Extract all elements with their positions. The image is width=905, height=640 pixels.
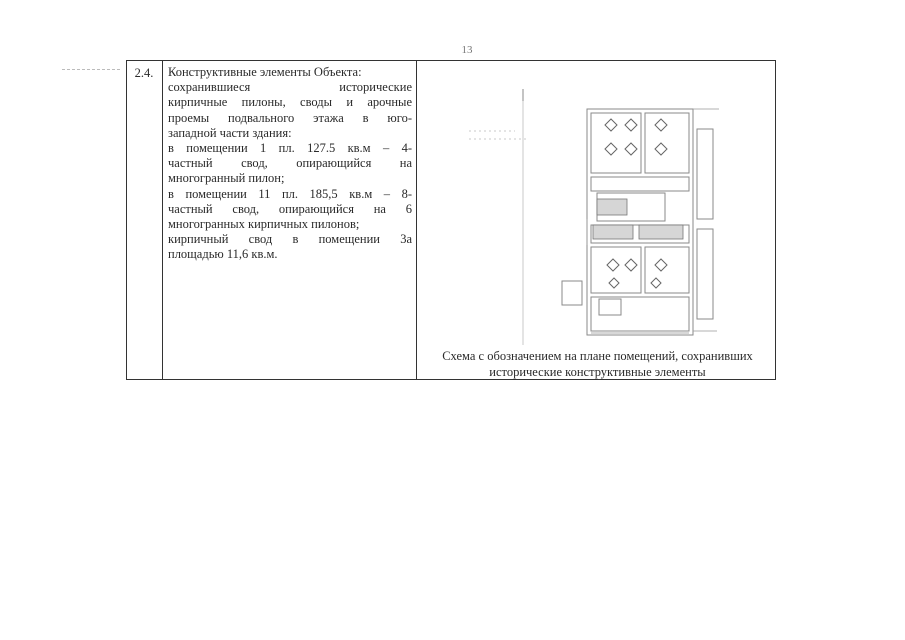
- description-line: частный свод, опирающийся на 6: [168, 201, 412, 216]
- description-line: проемы подвального этажа в юго-: [168, 110, 412, 125]
- document-table: [126, 60, 776, 380]
- description-line: Конструктивные элементы Объекта:: [168, 65, 362, 79]
- description-line: западной части здания:: [168, 125, 292, 140]
- scan-artifact-dash: [62, 69, 120, 70]
- description-line: сохранившиеся исторические: [168, 80, 412, 95]
- description-line: многогранный пилон;: [168, 171, 285, 186]
- figure-caption: [420, 348, 775, 380]
- column-divider: [416, 61, 417, 379]
- description-line: площадью 11,6 кв.м.: [168, 247, 278, 262]
- description-line: в помещении 1 пл. 127.5 кв.м – 4-: [168, 141, 412, 156]
- description-line: частный свод, опирающийся на: [168, 156, 412, 171]
- floor-plan-figure: [419, 69, 775, 357]
- description-line: в помещении 11 пл. 185,5 кв.м – 8-: [168, 186, 412, 201]
- page-number: 13: [461, 44, 473, 56]
- description-line: многогранных кирпичных пилонов;: [168, 217, 360, 232]
- column-divider: [162, 61, 163, 379]
- description-cell: [168, 65, 412, 263]
- caption-line: исторические конструктивные элементы: [489, 365, 706, 379]
- caption-line: Схема с обозначением на плане помещений, сохранивших: [442, 349, 753, 363]
- description-line: кирпичные пилоны, своды и арочные: [168, 95, 412, 110]
- description-line: кирпичный свод в помещении 3а: [168, 232, 412, 247]
- row-number: 2.4.: [134, 66, 154, 80]
- floor-plan-image: [419, 69, 775, 349]
